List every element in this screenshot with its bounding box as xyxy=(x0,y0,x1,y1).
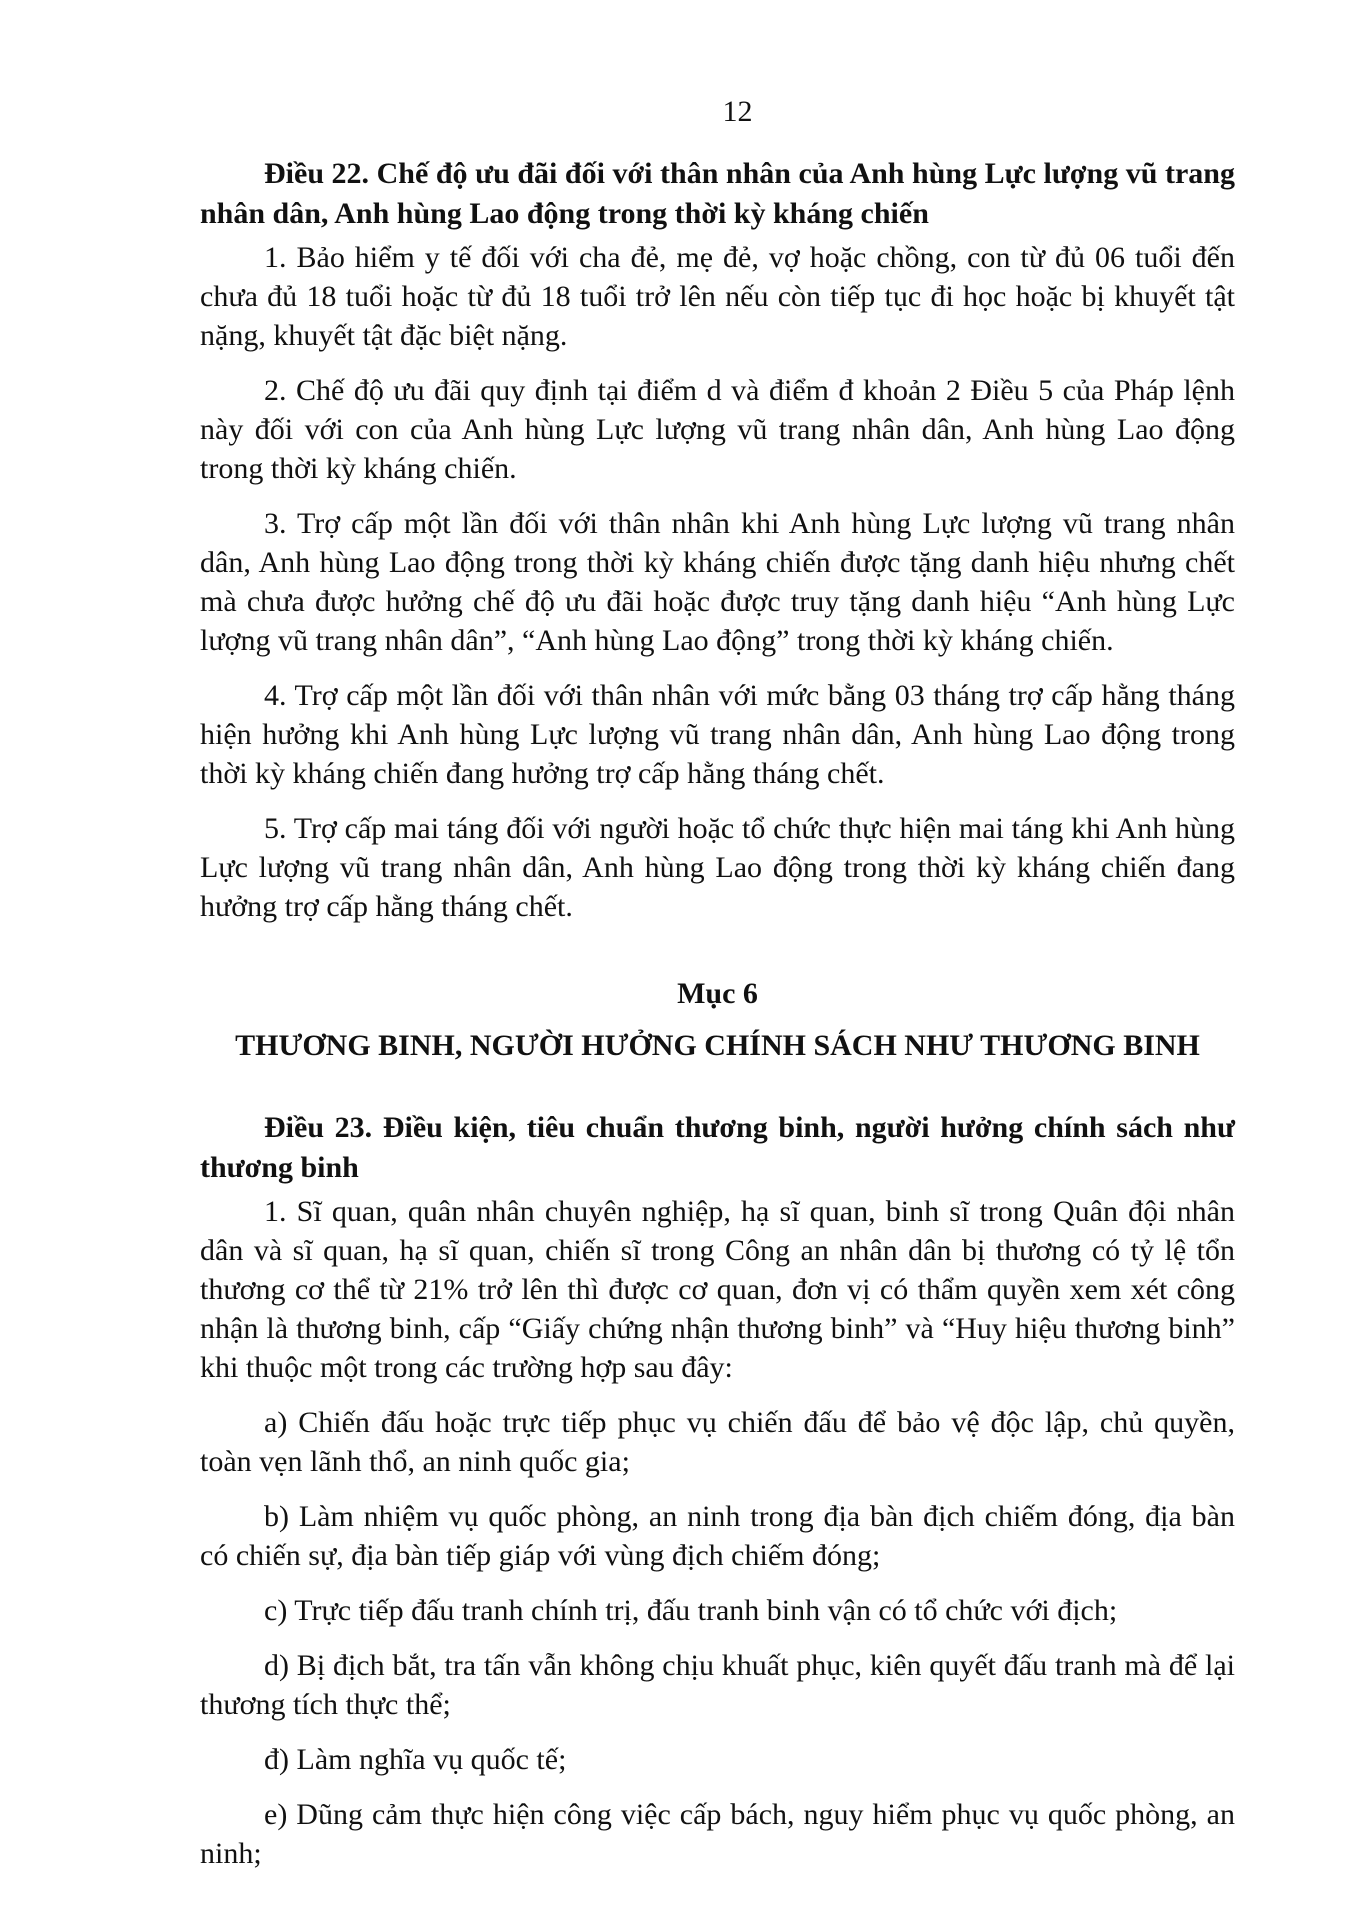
article-22-item-3: 3. Trợ cấp một lần đối với thân nhân khi Anh hùng Lực lượng vũ trang nhân dân, Anh hùng Lao động trong thời kỳ kháng chiến được tặng danh hiệu nhưng chết mà chưa được hưởng chế độ ưu đãi hoặc được truy tặng danh hiệu “Anh hùng Lực lượng vũ trang nhân dân”, “Anh hùng Lao động” trong thời kỳ kháng chiến. xyxy=(200,507,1235,657)
article-23-case-b: b) Làm nhiệm vụ quốc phòng, an ninh trong địa bàn địch chiếm đóng, địa bàn có chiến sự, địa bàn tiếp giáp với vùng địch chiếm đóng; xyxy=(200,1500,1235,1572)
document-page xyxy=(200,92,1235,1889)
article-22-heading: Điều 22. Chế độ ưu đãi đối với thân nhân của Anh hùng Lực lượng vũ trang nhân dân, Anh hùng Lao động trong thời kỳ kháng chiến xyxy=(200,157,1235,230)
article-23-case-dd: đ) Làm nghĩa vụ quốc tế; xyxy=(264,1743,567,1776)
article-23-case-c: c) Trực tiếp đấu tranh chính trị, đấu tranh binh vận có tổ chức với địch; xyxy=(264,1594,1118,1627)
section-label: Mục 6 xyxy=(677,977,758,1010)
article-22 xyxy=(200,154,1235,926)
article-23-case-a: a) Chiến đấu hoặc trực tiếp phục vụ chiến đấu để bảo vệ độc lập, chủ quyền, toàn vẹn lãnh thổ, an ninh quốc gia; xyxy=(200,1406,1235,1478)
section-title: THƯƠNG BINH, NGƯỜI HƯỞNG CHÍNH SÁCH NHƯ THƯƠNG BINH xyxy=(235,1029,1200,1062)
article-22-item-4: 4. Trợ cấp một lần đối với thân nhân với mức bằng 03 tháng trợ cấp hằng tháng hiện hưởng khi Anh hùng Lực lượng vũ trang nhân dân, Anh hùng Lao động trong thời kỳ kháng chiến đang hưởng trợ cấp hằng tháng chết. xyxy=(200,679,1235,790)
article-22-item-1: 1. Bảo hiểm y tế đối với cha đẻ, mẹ đẻ, vợ hoặc chồng, con từ đủ 06 tuổi đến chưa đủ 18 tuổi hoặc từ đủ 18 tuổi trở lên nếu còn tiếp tục đi học hoặc bị khuyết tật nặng, khuyết tật đặc biệt nặng. xyxy=(200,241,1235,352)
article-22-item-2: 2. Chế độ ưu đãi quy định tại điểm d và điểm đ khoản 2 Điều 5 của Pháp lệnh này đối với con của Anh hùng Lực lượng vũ trang nhân dân, Anh hùng Lao động trong thời kỳ kháng chiến. xyxy=(200,374,1235,485)
article-23-case-d: d) Bị địch bắt, tra tấn vẫn không chịu khuất phục, kiên quyết đấu tranh mà để lại thương tích thực thể; xyxy=(200,1649,1235,1721)
article-23-case-e: e) Dũng cảm thực hiện công việc cấp bách, nguy hiểm phục vụ quốc phòng, an ninh; xyxy=(200,1798,1235,1870)
page-number: 12 xyxy=(722,95,753,128)
article-23-intro: 1. Sĩ quan, quân nhân chuyên nghiệp, hạ sĩ quan, binh sĩ trong Quân đội nhân dân và sĩ quan, hạ sĩ quan, chiến sĩ trong Công an nhân dân bị thương có tỷ lệ tổn thương cơ thể từ 21% trở lên thì được cơ quan, đơn vị có thẩm quyền xem xét công nhận là thương binh, cấp “Giấy chứng nhận thương binh” và “Huy hiệu thương binh” khi thuộc một trong các trường hợp sau đây: xyxy=(200,1195,1235,1384)
article-22-item-5: 5. Trợ cấp mai táng đối với người hoặc tổ chức thực hiện mai táng khi Anh hùng Lực lượng vũ trang nhân dân, Anh hùng Lao động trong thời kỳ kháng chiến đang hưởng trợ cấp hằng tháng chết. xyxy=(200,812,1235,923)
article-23 xyxy=(200,1108,1235,1873)
article-23-heading: Điều 23. Điều kiện, tiêu chuẩn thương binh, người hưởng chính sách như thương binh xyxy=(200,1111,1235,1184)
